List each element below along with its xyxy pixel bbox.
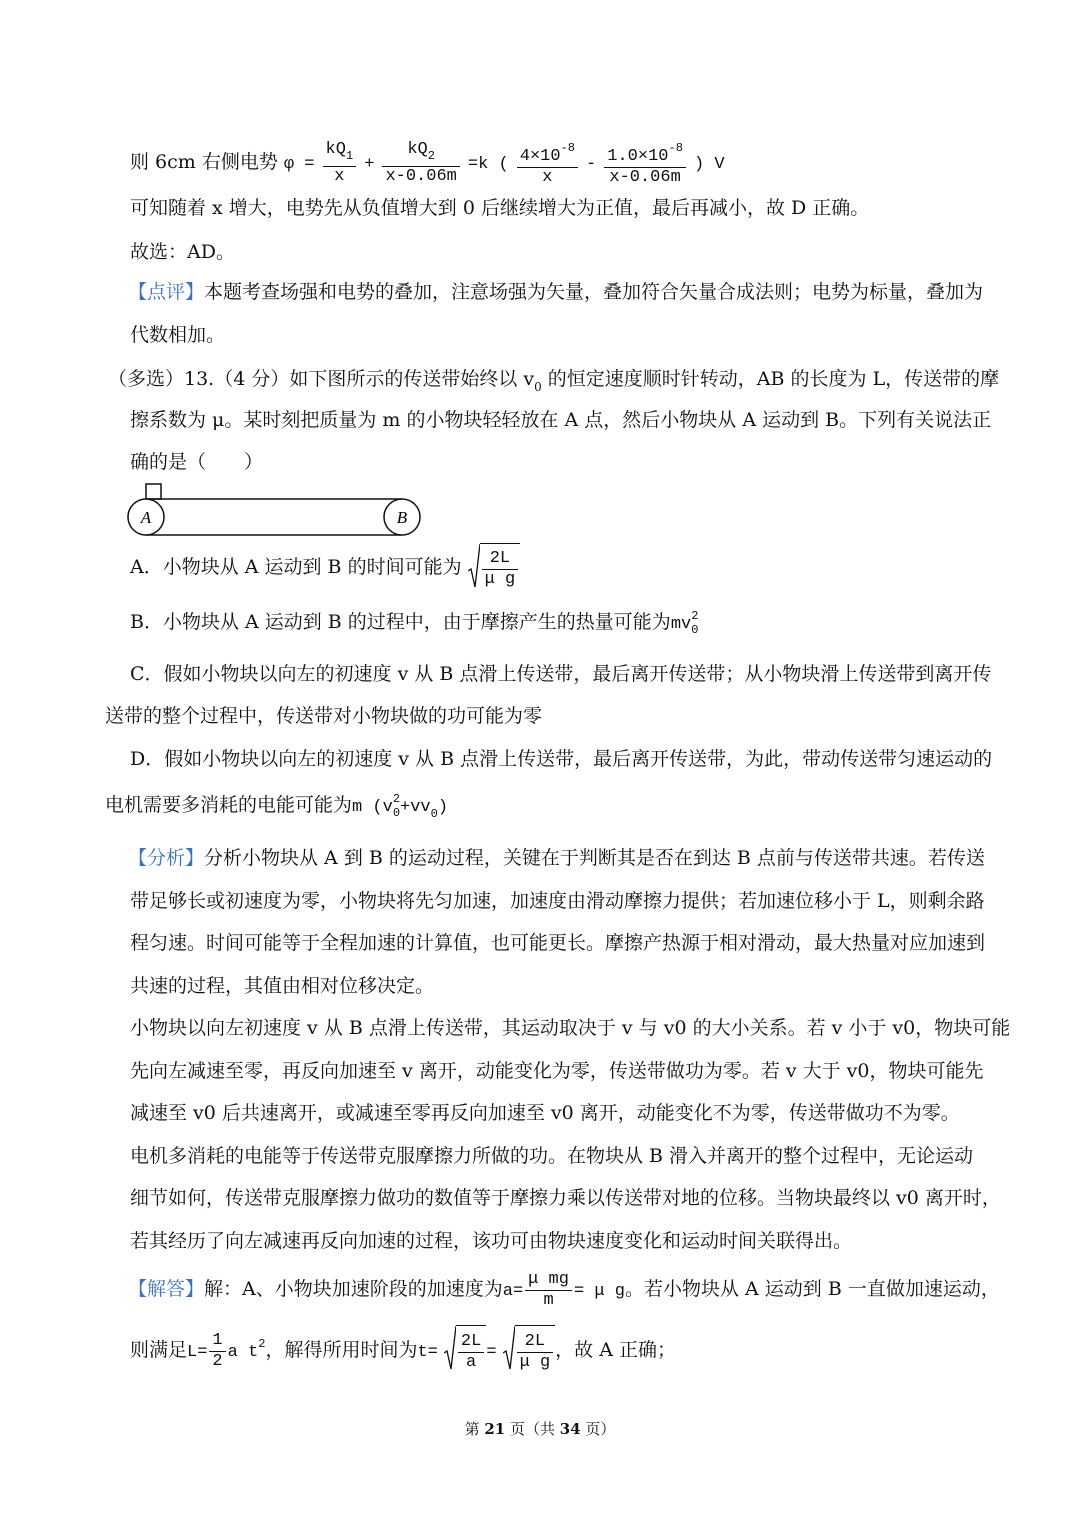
analysis-line-5: 小物块以向左初速度 v 从 B 点滑上传送带，其运动取决于 v 与 v0 的大小关系。若 v 小于 v0，物块可能	[130, 1017, 1011, 1039]
analysis-tag: 【分析】	[128, 847, 205, 869]
conveyor-belt-diagram	[126, 482, 426, 542]
sqrt-expression: $\frac{2L}{\text{μ g}}$	[468, 543, 521, 594]
formula-prefix: 则 6cm 右侧电势	[130, 151, 278, 173]
phi-symbol: φ =	[283, 155, 315, 174]
fraction-charge1: $\frac{4\times 10^{-8}}{x}$	[517, 138, 578, 188]
radical-sign	[444, 1325, 456, 1371]
question-13-line-1: （多选）13.（4 分）如下图所示的传送带始终以 $v_0$ 的恒定速度顺时针转动，AB 的长度为 L，传送带的摩	[108, 368, 1000, 394]
answer-choice-text: 故选：AD。	[130, 241, 235, 263]
conclusion-text: 可知随着 x 增大，电势先从负值增大到 0 后继续增大为正值，最后再减小，故 D 正确。	[130, 197, 870, 219]
solution-tag: 【解答】	[128, 1278, 205, 1300]
analysis-line-7: 减速至 v0 后共速离开，或减速至零再反向加速至 v0 离开，动能变化不为零，传送带做功不为零。	[130, 1102, 960, 1124]
option-b: B．小物块从 A 运动到 B 的过程中，由于摩擦产生的热量可能为mv 2 0	[130, 609, 699, 637]
analysis-line-9: 细节如何，传送带克服摩擦力做功的数值等于摩擦力乘以传送带对地的位移。当物块最终以 v0 离开时，	[130, 1187, 1001, 1209]
eq-k: =k (	[467, 155, 509, 174]
potential-formula-line	[130, 138, 725, 188]
analysis-line-3: 程匀速。时间可能等于全程加速的计算值，也可能更长。摩擦产热源于相对滑动，最大热量对应加速到	[130, 932, 986, 954]
analysis-line-6: 先向左减速至零，再反向加速至 v 离开，动能变化为零，传送带做功为零。若 v 大于 v0，物块可能先	[130, 1060, 984, 1082]
analysis-line-2: 带足够长或初速度为零，小物块将先匀加速，加速度由滑动摩擦力提供；若加速位移小于 L，则剩余路	[130, 890, 985, 912]
small-block	[146, 484, 161, 499]
page-footer: 第 21 页（共 34 页）	[464, 1420, 616, 1438]
pulley-b-label: B	[396, 508, 408, 527]
sqrt-time-mug: $\frac{2L}{\text{μ g}}$	[503, 1325, 556, 1378]
current-page-number: 21	[484, 1420, 506, 1438]
analysis-line-1: 【分析】分析小物块从 A 到 B 的运动过程，关键在于判断其是否在到达 B 点前与传送带共速。若传送	[128, 847, 985, 869]
question-13-line-2: 擦系数为 μ。某时刻把质量为 m 的小物块轻轻放在 A 点，然后小物块从 A 运动到 B。下列有关说法正	[130, 409, 992, 431]
solution-line-1: 【解答】解：A、小物块加速阶段的加速度为a= $\frac{\text{μ mg}}{m}$ = μ g。若小物块从 A 运动到 B 一直做加速运动，	[128, 1269, 1000, 1310]
radical-sign	[468, 543, 480, 589]
fraction-acceleration: $\frac{\text{μ mg}}{m}$	[525, 1270, 572, 1311]
sqrt-time-a: $\frac{2L}{a}$	[444, 1325, 486, 1378]
review-line-1: 【点评】本题考查场强和电势的叠加，注意场强为矢量，叠加符合矢量合成法则；电势为标量，叠加为	[128, 281, 984, 303]
radical-sign	[503, 1325, 515, 1371]
analysis-line-10: 若其经历了向左减速再反向加速的过程，该功可由物块速度变化和运动时间关联得出。	[130, 1230, 853, 1252]
option-c-line-1: C．假如小物块以向左的初速度 v 从 B 点滑上传送带，最后离开传送带；从小物块滑上传送带到离开传	[130, 663, 992, 685]
option-d-line-1: D．假如小物块以向左的初速度 v 从 B 点滑上传送带，最后离开传送带，为此，带动传送带匀速运动的	[130, 748, 993, 770]
pulley-a-label: A	[140, 508, 152, 527]
question-13-line-3: 确的是（ ）	[130, 451, 264, 473]
review-tag: 【点评】	[128, 281, 205, 303]
fraction-kq1: $\frac{kQ_1}{x}$	[323, 140, 357, 187]
total-pages: 34	[559, 1420, 581, 1438]
review-line-2: 代数相加。	[130, 324, 226, 346]
analysis-line-8: 电机多消耗的电能等于传送带克服摩擦力所做的功。在物块从 B 滑入并离开的整个过程中，无论运动	[130, 1145, 974, 1167]
plus-sign: +	[364, 155, 375, 174]
minus-sign: -	[586, 155, 597, 174]
fraction-charge2: $\frac{1.0\times 10^{-8}}{x-0.06m}$	[604, 138, 686, 188]
fraction-kq2: $\frac{kQ_2}{x-0.06m}$	[382, 140, 459, 187]
fraction-half: $\frac{1}{2}$	[209, 1331, 225, 1372]
option-d-line-2: 电机需要多消耗的电能可能为m (v 2 0 $+vv_0$)	[105, 792, 449, 821]
formula-tail: ) V	[693, 155, 725, 174]
solution-line-2: 则满足L= $\frac{1}{2}$ a $t^2$，解得所用时间为t= $\frac{2L}{a}$ = $\frac{2L}{\text{μ g}}$ ，故 A 正确；	[130, 1318, 676, 1379]
option-a: A．小物块从 A 运动到 B 的时间可能为 $\frac{2L}{\text{μ g}}$	[130, 542, 520, 594]
analysis-line-4: 共速的过程，其值由相对位移决定。	[130, 975, 435, 997]
option-c-line-2: 送带的整个过程中，传送带对小物块做的功可能为零	[105, 705, 543, 727]
